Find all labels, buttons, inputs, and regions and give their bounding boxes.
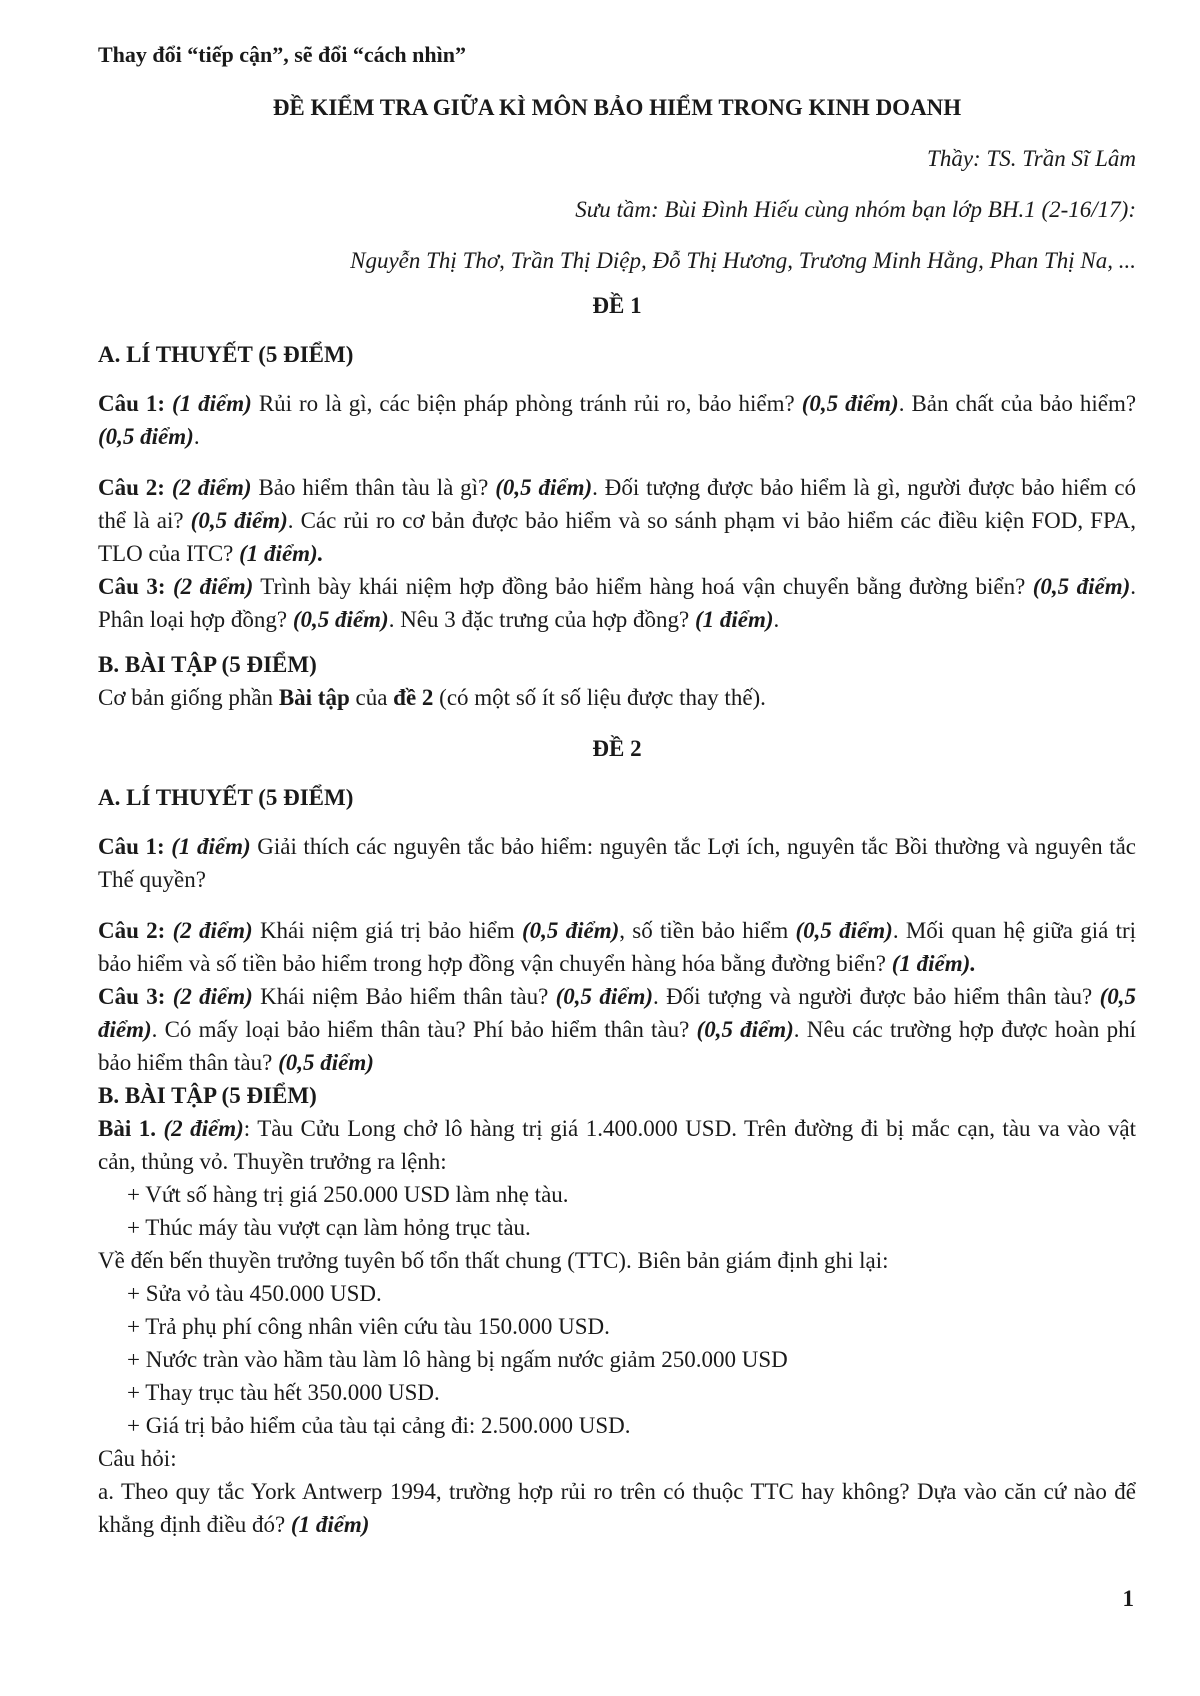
bai1-report-intro: Về đến bến thuyền trưởng tuyên bố tổn thất chung (TTC). Biên bản giám định ghi lại: (98, 1248, 889, 1273)
de2-heading: ĐỀ 2 (592, 736, 642, 761)
question-label: Câu 2: (98, 918, 166, 943)
question-label: Câu 3: (98, 574, 166, 599)
exercise-label: Bài 1. (98, 1116, 156, 1141)
question-text: . (193, 424, 200, 449)
bai1-order-item: + Vứt số hàng trị giá 250.000 USD làm nhẹ tàu. (127, 1182, 569, 1207)
bai1-intro (98, 1112, 1136, 1178)
question-text: . Đối tượng được bảo hiểm là gì, người được bảo hiểm có thể là ai? (98, 475, 1137, 533)
question-text: . (773, 607, 780, 632)
question-text: . Đối tượng và người được bảo hiểm thân tàu? (653, 984, 1093, 1009)
bai1-questions-label: Câu hỏi: (98, 1446, 177, 1471)
bai1-order-item: + Thúc máy tàu vượt cạn làm hỏng trục tàu. (127, 1215, 531, 1240)
collector-line: Sưu tầm: Bùi Đình Hiếu cùng nhóm bạn lớp BH.1 (2-16/17): (575, 197, 1136, 222)
de2-theory-heading: A. LÍ THUYẾT (5 ĐIỂM) (98, 785, 354, 810)
tagline: Thay đổi “tiếp cận”, sẽ đổi “cách nhìn” (98, 42, 466, 67)
bai1-report-item: + Nước tràn vào hầm tàu làm lô hàng bị ngấm nước giảm 250.000 USD (127, 1347, 788, 1372)
question-points: (0,5 điểm) (98, 424, 194, 449)
question-label: Câu 1: (98, 834, 165, 859)
question-label: Câu 1: (98, 391, 166, 416)
question-text: Giải thích các nguyên tắc bảo hiểm: nguyên tắc Lợi ích, nguyên tắc Bồi thường và nguyên tắc Thế quyền? (98, 834, 1137, 892)
question-points: (1 điểm) (694, 607, 774, 632)
question-text: . Nêu 3 đặc trưng của hợp đồng? (388, 607, 690, 632)
bai1-report-item: + Trả phụ phí công nhân viên cứu tàu 150.000 USD. (127, 1314, 610, 1339)
bai1-report-item: + Giá trị bảo hiểm của tàu tại cảng đi: 2.500.000 USD. (127, 1413, 631, 1438)
question-points: (2 điểm) (172, 984, 253, 1009)
question-points: (1 điểm) (172, 391, 252, 416)
de2-question-1 (98, 830, 1136, 896)
note-text: (có một số ít số liệu được thay thế). (439, 685, 766, 710)
de2-question-2 (98, 914, 1136, 980)
page-number: 1 (1122, 1586, 1134, 1611)
note-text: của (355, 685, 388, 710)
question-text: Rủi ro là gì, các biện pháp phòng tránh rủi ro, bảo hiểm? (258, 391, 795, 416)
question-points: (1 điểm). (891, 951, 977, 976)
question-points: (0,5 điểm) (555, 984, 654, 1009)
question-points: (2 điểm) (172, 918, 253, 943)
question-points: (0,5 điểm) (278, 1050, 374, 1075)
question-points: (1 điểm). (239, 541, 324, 566)
de2-question-3 (98, 980, 1136, 1079)
question-text: Khái niệm Bảo hiểm thân tàu? (260, 984, 549, 1009)
question-points: (1 điểm) (171, 834, 251, 859)
members-line: Nguyễn Thị Thơ, Trần Thị Diệp, Đỗ Thị Hương, Trương Minh Hằng, Phan Thị Na, ... (350, 248, 1136, 273)
question-points: (2 điểm) (172, 574, 254, 599)
exercise-points: (2 điểm) (163, 1116, 244, 1141)
question-points: (2 điểm) (171, 475, 252, 500)
question-points: (0,5 điểm) (190, 508, 288, 533)
question-text: . Có mấy loại bảo hiểm thân tàu? Phí bảo hiểm thân tàu? (151, 1017, 690, 1042)
question-points: (0,5 điểm) (696, 1017, 794, 1042)
exam-title: ĐỀ KIỂM TRA GIỮA KÌ MÔN BẢO HIỂM TRONG KINH DOANH (272, 95, 962, 120)
note-text: Cơ bản giống phần (98, 685, 274, 710)
question-text: . Bản chất của bảo hiểm? (898, 391, 1137, 416)
question-points: (0,5 điểm) (801, 391, 899, 416)
question-text: . Nêu các trường hợp được hoàn phí bảo hiểm thân tàu? (98, 1017, 1136, 1075)
de1-question-3 (98, 570, 1136, 636)
question-points: (0,5 điểm) (495, 475, 593, 500)
de2-exercise-heading: B. BÀI TẬP (5 ĐIỂM) (98, 1083, 317, 1108)
bai1-question-a (98, 1475, 1136, 1541)
bai1-report-item: + Thay trục tàu hết 350.000 USD. (127, 1380, 440, 1405)
de1-question-1 (98, 387, 1136, 453)
question-text: . Phân loại hợp đồng? (98, 574, 1137, 632)
de1-question-2 (98, 471, 1136, 570)
question-points: (0,5 điểm) (521, 918, 620, 943)
question-label: Câu 2: (98, 475, 165, 500)
de1-exercise-heading: B. BÀI TẬP (5 ĐIỂM) (98, 652, 317, 677)
de1-theory-heading: A. LÍ THUYẾT (5 ĐIỂM) (98, 342, 354, 367)
note-emphasis: đề 2 (393, 685, 434, 710)
question-text: . Mối quan hệ giữa giá trị bảo hiểm và số tiền bảo hiểm trong hợp đồng vận chuyển hàng hóa bằng đường biển? (98, 918, 1137, 976)
question-points: (0,5 điểm) (795, 918, 893, 943)
question-points: (0,5 điểm) (1032, 574, 1131, 599)
exercise-text: Tàu Cửu Long chở lô hàng trị giá 1.400.000 USD. Trên đường đi bị mắc cạn, tàu va vào vật cản, thủng vỏ. Thuyền trưởng ra lệnh: (98, 1116, 1136, 1174)
question-text: a. Theo quy tắc York Antwerp 1994, trường hợp rủi ro trên có thuộc TTC hay không? Dựa vào căn cứ nào để khẳng định điều đó? (98, 1479, 1136, 1537)
note-emphasis: Bài tập (278, 685, 350, 710)
question-text: , số tiền bảo hiểm (619, 918, 789, 943)
question-text: . Các rủi ro cơ bản được bảo hiểm và so sánh phạm vi bảo hiểm các điều kiện FOD, FPA, TLO của ITC? (98, 508, 1137, 566)
question-points: (0,5 điểm) (292, 607, 389, 632)
question-text: Bảo hiểm thân tàu là gì? (258, 475, 489, 500)
question-points: (0,5 điểm) (98, 984, 1136, 1042)
teacher-line: Thầy: TS. Trần Sĩ Lâm (927, 146, 1136, 171)
question-points: (1 điểm) (290, 1512, 370, 1537)
question-label: Câu 3: (98, 984, 166, 1009)
de1-exercise-note (98, 681, 1136, 714)
question-text: Trình bày khái niệm hợp đồng bảo hiểm hàng hoá vận chuyển bằng đường biển? (260, 574, 1026, 599)
question-text: Khái niệm giá trị bảo hiểm (259, 918, 515, 943)
bai1-report-item: + Sửa vỏ tàu 450.000 USD. (127, 1281, 382, 1306)
de1-heading: ĐỀ 1 (592, 293, 642, 318)
exercise-colon: : (243, 1116, 251, 1141)
